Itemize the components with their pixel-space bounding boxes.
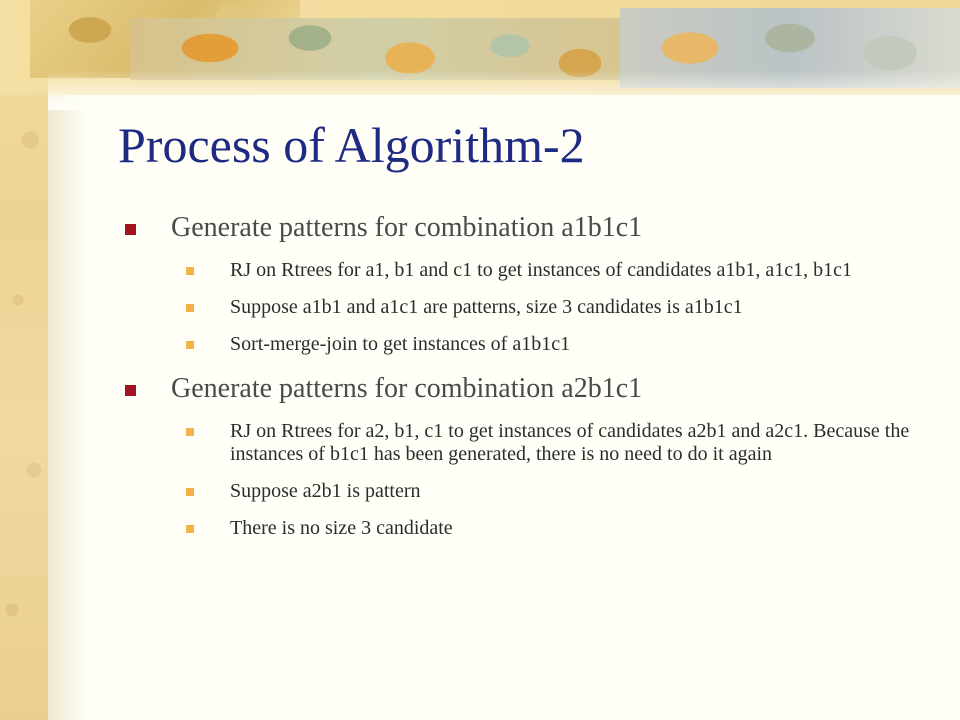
- square-bullet-icon: [125, 385, 136, 396]
- slide-body: [125, 205, 925, 540]
- small-square-bullet-icon: [186, 267, 194, 275]
- sub-bullet-text: RJ on Rtrees for a2, b1, c1 to get instances of candidates a2b1 and a2c1. Because the instances of b1c1 has been generated, there is no need to do it again: [230, 420, 910, 465]
- small-square-bullet-icon: [186, 304, 194, 312]
- decorative-side-strip: [0, 0, 48, 720]
- sub-bullet-item: [183, 296, 925, 319]
- sub-bullet-item: [183, 333, 925, 356]
- sub-bullet-text: There is no size 3 candidate: [230, 517, 453, 539]
- small-square-bullet-icon: [186, 525, 194, 533]
- slide-title: Process of Algorithm-2: [118, 117, 585, 173]
- section-2: [125, 372, 925, 540]
- small-square-bullet-icon: [186, 428, 194, 436]
- sub-bullet-text: Suppose a1b1 and a1c1 are patterns, size 3 candidates is a1b1c1: [230, 296, 743, 318]
- sub-bullet-text: Suppose a2b1 is pattern: [230, 480, 421, 502]
- sub-bullet-item: [183, 480, 925, 503]
- sub-bullet-text: Sort-merge-join to get instances of a1b1c1: [230, 333, 571, 355]
- sub-bullet-text: RJ on Rtrees for a1, b1 and c1 to get instances of candidates a1b1, a1c1, b1c1: [230, 259, 853, 281]
- sub-bullet-item: [183, 517, 925, 540]
- small-square-bullet-icon: [186, 341, 194, 349]
- small-square-bullet-icon: [186, 488, 194, 496]
- section-heading: [125, 211, 925, 245]
- section-heading-text: Generate patterns for combination a2b1c1: [171, 373, 643, 404]
- square-bullet-icon: [125, 224, 136, 235]
- section-heading-text: Generate patterns for combination a1b1c1: [171, 212, 643, 243]
- section-1: [125, 211, 925, 356]
- section-heading: [125, 372, 925, 406]
- banner-fade: [48, 70, 960, 110]
- sub-bullet-item: [183, 259, 925, 282]
- sub-bullet-item: [183, 420, 925, 466]
